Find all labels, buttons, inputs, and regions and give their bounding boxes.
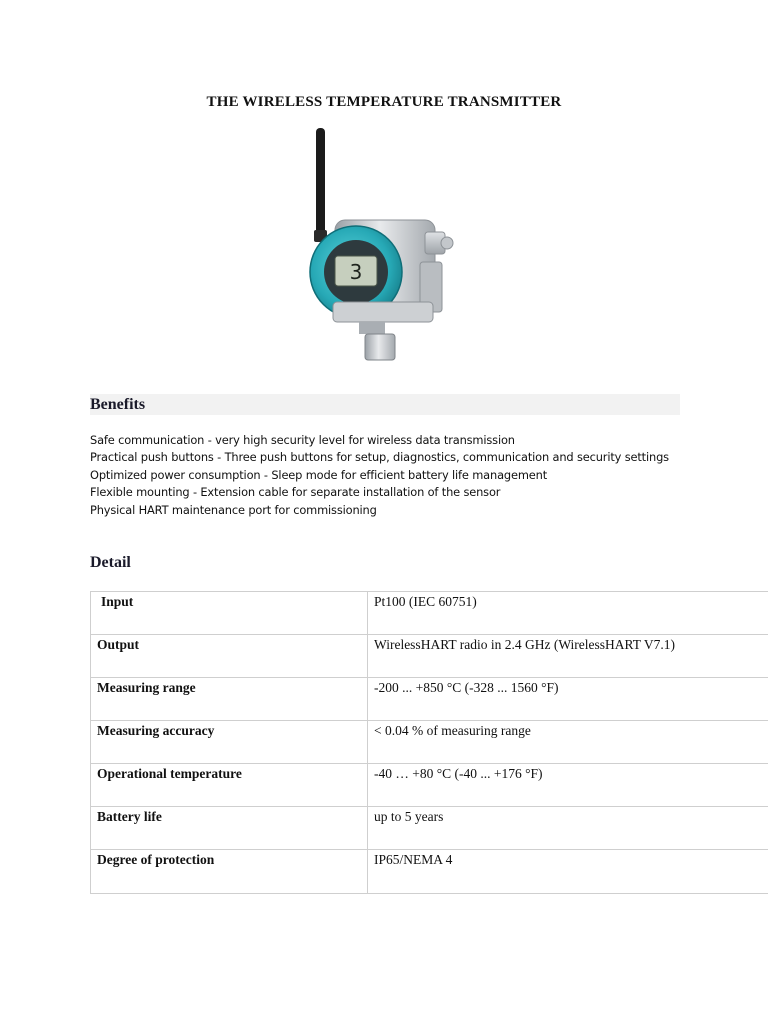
- benefits-list: [90, 432, 669, 519]
- spec-value: -200 ... +850 °C (-328 ... 1560 °F): [368, 678, 768, 721]
- table-row: [91, 635, 768, 678]
- table-row: [91, 721, 768, 764]
- spec-label: Operational temperature: [91, 764, 368, 807]
- spec-label: Measuring accuracy: [91, 721, 368, 764]
- page-title: THE WIRELESS TEMPERATURE TRANSMITTER: [206, 94, 562, 110]
- spec-value: up to 5 years: [368, 807, 768, 850]
- process-fitting: [365, 334, 395, 360]
- benefit-item: Safe communication - very high security level for wireless data transmission: [90, 433, 515, 447]
- spec-label: Measuring range: [91, 678, 368, 721]
- spec-label: Output: [91, 635, 368, 678]
- benefit-item: Physical HART maintenance port for commissioning: [90, 502, 377, 517]
- benefits-heading: Benefits: [90, 394, 680, 415]
- table-row: [91, 850, 768, 894]
- spec-label: Input: [91, 592, 368, 635]
- table-row: [91, 807, 768, 850]
- table-row: [91, 592, 768, 635]
- transmitter-image: [295, 122, 465, 367]
- benefit-item: Optimized power consumption - Sleep mode for efficient battery life management: [90, 467, 548, 482]
- spec-value: WirelessHART radio in 2.4 GHz (WirelessHART V7.1): [368, 635, 768, 678]
- spec-value: -40 … +80 °C (-40 ... +176 °F): [368, 764, 768, 807]
- lcd-value: 3: [349, 260, 363, 284]
- detail-heading: Detail: [90, 554, 131, 571]
- table-row: [91, 764, 768, 807]
- benefit-item: Flexible mounting - Extension cable for separate installation of the sensor: [90, 485, 501, 500]
- benefit-item: Practical push buttons - Three push buttons for setup, diagnostics, communication and security settings: [90, 450, 669, 465]
- spec-table: [90, 591, 768, 894]
- spec-value: Pt100 (IEC 60751): [368, 592, 768, 635]
- spec-value: < 0.04 % of measuring range: [368, 721, 768, 764]
- table-row: [91, 678, 768, 721]
- spec-label: Degree of protection: [91, 850, 368, 894]
- spec-label: Battery life: [91, 807, 368, 850]
- antenna: [316, 128, 325, 238]
- spec-value: IP65/NEMA 4: [368, 850, 768, 894]
